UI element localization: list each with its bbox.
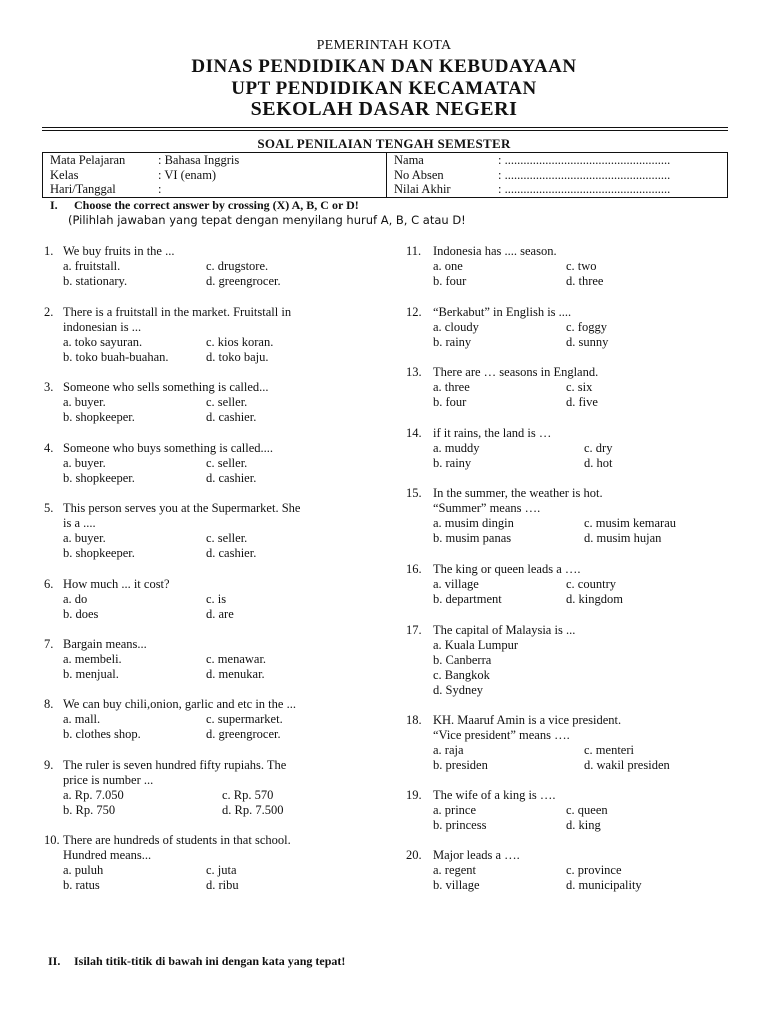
answer-option[interactable]: d. municipality: [566, 878, 642, 892]
option-row: [433, 516, 676, 531]
option-row: [63, 878, 291, 893]
question-4: [44, 441, 274, 486]
answer-option[interactable]: a. prince: [433, 803, 477, 817]
question-10: [44, 833, 291, 893]
answer-option[interactable]: b. princess: [433, 818, 487, 832]
question-stem: We buy fruits in the ...: [63, 244, 175, 258]
answer-option[interactable]: c. queen: [566, 803, 608, 817]
answer-option[interactable]: b. department: [433, 592, 502, 606]
answer-option[interactable]: c. kios koran.: [206, 335, 274, 349]
question-stem: Bargain means...: [63, 637, 147, 651]
answer-option[interactable]: d. kingdom: [566, 592, 623, 606]
question-number: 17.: [406, 623, 422, 637]
question-stem: There is a fruitstall in the market. Fruitstall in: [63, 305, 292, 319]
option-row: [63, 259, 281, 274]
answer-option[interactable]: a. cloudy: [433, 320, 479, 334]
answer-option[interactable]: a. mall.: [63, 712, 101, 726]
answer-option[interactable]: b. clothes shop.: [63, 727, 141, 741]
question-stem: The king or queen leads a ….: [433, 562, 581, 576]
answer-option[interactable]: d. toko baju.: [206, 350, 269, 364]
answer-option[interactable]: b. shopkeeper.: [63, 546, 135, 560]
answer-option[interactable]: b. rainy: [433, 456, 472, 470]
option-row: [63, 592, 234, 607]
option-row: [63, 712, 296, 727]
answer-option[interactable]: d. sunny: [566, 335, 609, 349]
answer-option[interactable]: c. Bangkok: [433, 668, 490, 682]
answer-option[interactable]: d. five: [566, 395, 598, 409]
question-number: 4.: [44, 441, 54, 455]
header-line-1: PEMERINTAH KOTA: [316, 38, 452, 53]
field-nilai-akhir: Nilai Akhir : .....................................................: [394, 182, 671, 196]
answer-option[interactable]: b. village: [433, 878, 480, 892]
answer-option[interactable]: c. two: [566, 259, 597, 273]
option-row: [63, 667, 266, 682]
question-number: 20.: [406, 848, 422, 862]
option-row: [433, 743, 670, 758]
question-stem: Hundred means...: [63, 848, 152, 862]
answer-option[interactable]: c. six: [566, 380, 593, 394]
answer-option[interactable]: d. cashier.: [206, 471, 257, 485]
question-stem: price is number ...: [63, 773, 154, 787]
field-nama: Nama : .....................................................: [394, 153, 671, 167]
answer-option[interactable]: a. do: [63, 592, 88, 606]
option-row: [433, 395, 598, 410]
section-2-instruction: Isilah titik-titik di bawah ini dengan kata yang tepat!: [74, 954, 346, 968]
option-row: [433, 592, 623, 607]
option-row: [63, 456, 273, 471]
question-15: [406, 486, 676, 546]
answer-option[interactable]: b. Rp. 750: [63, 803, 116, 817]
question-stem: Major leads a ….: [433, 848, 520, 862]
answer-option[interactable]: c. is: [206, 592, 227, 606]
header-rule-top: [42, 127, 728, 128]
question-number: 3.: [44, 380, 54, 394]
question-stem: There are … seasons in England.: [433, 365, 599, 379]
question-stem: Someone who buys something is called....: [63, 441, 274, 455]
option-row: [63, 274, 281, 289]
answer-option[interactable]: b. toko buah-buahan.: [63, 350, 169, 364]
option-row: [433, 638, 575, 653]
answer-option[interactable]: a. buyer.: [63, 395, 106, 409]
question-number: 9.: [44, 758, 54, 772]
answer-option[interactable]: c. Rp. 570: [222, 788, 274, 802]
answer-option[interactable]: a. musim dingin: [433, 516, 514, 530]
question-20: [406, 848, 642, 893]
answer-option[interactable]: d. Rp. 7.500: [222, 803, 284, 817]
option-row: [63, 471, 273, 486]
option-row: [433, 577, 623, 592]
option-row: [433, 335, 608, 350]
answer-option[interactable]: d. hot: [584, 456, 613, 470]
question-2: [44, 305, 292, 365]
answer-option[interactable]: a. puluh: [63, 863, 104, 877]
question-stem: KH. Maaruf Amin is a vice president.: [433, 713, 622, 727]
question-1: [44, 244, 281, 289]
answer-option[interactable]: a. regent: [433, 863, 477, 877]
option-row: [433, 758, 670, 773]
question-stem: How much ... it cost?: [63, 577, 170, 591]
question-7: [44, 637, 267, 682]
answer-option[interactable]: a. fruitstall.: [63, 259, 121, 273]
question-stem: Indonesia has .... season.: [433, 244, 557, 258]
question-11: [406, 244, 604, 289]
answer-option[interactable]: d. menukar.: [206, 667, 265, 681]
question-12: [406, 305, 609, 350]
option-row: [63, 788, 286, 803]
question-number: 10.: [44, 833, 60, 847]
option-row: [433, 274, 603, 289]
answer-option[interactable]: a. village: [433, 577, 479, 591]
identity-left-cell: [43, 153, 387, 198]
answer-option[interactable]: b. menjual.: [63, 667, 119, 681]
option-row: [63, 863, 291, 878]
answer-option[interactable]: a. Kuala Lumpur: [433, 638, 519, 652]
question-stem: indonesian is ...: [63, 320, 142, 334]
question-13: [406, 365, 599, 410]
question-number: 6.: [44, 577, 54, 591]
option-row: [433, 863, 642, 878]
section-1-instruction: Choose the correct answer by crossing (X) A, B, C or D!: [74, 198, 359, 212]
question-16: [406, 562, 623, 607]
answer-option[interactable]: d. ribu: [206, 878, 239, 892]
answer-option[interactable]: b. ratus: [63, 878, 100, 892]
answer-option[interactable]: c. foggy: [566, 320, 607, 334]
question-number: 16.: [406, 562, 422, 576]
option-row: [63, 546, 300, 561]
question-6: [44, 577, 234, 622]
option-row: [433, 878, 642, 893]
question-stem: “Summer” means ….: [433, 501, 541, 515]
answer-option[interactable]: c. seller.: [206, 456, 248, 470]
option-row: [63, 410, 269, 425]
answer-option[interactable]: d. cashier.: [206, 410, 257, 424]
question-18: [406, 713, 670, 773]
question-stem: is a ....: [63, 516, 96, 530]
question-5: [44, 501, 301, 561]
question-number: 5.: [44, 501, 54, 515]
question-9: [44, 758, 287, 818]
option-row: [433, 441, 612, 456]
option-row: [63, 531, 300, 546]
question-stem: We can buy chili,onion, garlic and etc in the ...: [63, 697, 296, 711]
option-row: [63, 803, 286, 818]
question-number: 7.: [44, 637, 54, 651]
option-row: [63, 607, 234, 622]
answer-option[interactable]: d. greengrocer.: [206, 274, 281, 288]
identity-right-cell: [387, 153, 728, 198]
question-number: 19.: [406, 788, 422, 802]
field-no-absen: No Absen : .....................................................: [394, 167, 671, 182]
answer-option[interactable]: b. shopkeeper.: [63, 471, 135, 485]
option-row: [433, 380, 598, 395]
option-row: [433, 259, 603, 274]
answer-option[interactable]: c. juta: [206, 863, 237, 877]
option-row: [433, 456, 612, 471]
answer-option[interactable]: c. musim kemarau: [584, 516, 676, 530]
question-stem: This person serves you at the Supermarket. She: [63, 501, 301, 515]
answer-option[interactable]: c. seller.: [206, 395, 248, 409]
answer-option[interactable]: b. presiden: [433, 758, 488, 772]
option-row: [433, 668, 575, 683]
option-row: [433, 803, 608, 818]
option-row: [63, 727, 296, 742]
field-mata-pelajaran: Mata Pelajaran : Bahasa Inggris: [50, 153, 240, 167]
answer-option[interactable]: c. drugstore.: [206, 259, 269, 273]
question-stem: There are hundreds of students in that school.: [63, 833, 291, 847]
question-stem: The wife of a king is ….: [433, 788, 556, 802]
option-row: [433, 320, 608, 335]
header-line-4: SEKOLAH DASAR NEGERI: [250, 98, 518, 120]
option-row: [63, 395, 269, 410]
question-14: [406, 426, 613, 471]
answer-option[interactable]: a. one: [433, 259, 463, 273]
answer-option[interactable]: a. buyer.: [63, 456, 106, 470]
question-number: 8.: [44, 697, 54, 711]
question-stem: if it rains, the land is …: [433, 426, 552, 440]
answer-option[interactable]: b. musim panas: [433, 531, 512, 545]
question-stem: The ruler is seven hundred fifty rupiahs. The: [63, 758, 287, 772]
question-stem: The capital of Malaysia is ...: [433, 623, 576, 637]
answer-option[interactable]: c. dry: [584, 441, 613, 455]
answer-option[interactable]: b. stationary.: [63, 274, 128, 288]
question-number: 11.: [406, 244, 422, 258]
option-row: [433, 683, 575, 698]
answer-option[interactable]: b. rainy: [433, 335, 472, 349]
question-number: 14.: [406, 426, 422, 440]
section-1-instruction-id: (Pilihlah jawaban yang tepat dengan menyilang huruf A, B, C atau D!: [68, 213, 466, 227]
question-stem: In the summer, the weather is hot.: [433, 486, 603, 500]
answer-option[interactable]: b. shopkeeper.: [63, 410, 135, 424]
question-stem: “Vice president” means ….: [433, 728, 570, 742]
exam-title: SOAL PENILAIAN TENGAH SEMESTER: [257, 136, 511, 151]
answer-option[interactable]: b. Canberra: [433, 653, 492, 667]
option-row: [433, 818, 608, 833]
question-stem: “Berkabut” in English is ....: [433, 305, 572, 319]
answer-option[interactable]: a. raja: [433, 743, 464, 757]
header-line-3: UPT PENDIDIKAN KECAMATAN: [231, 78, 537, 99]
question-19: [406, 788, 608, 833]
answer-option[interactable]: c. supermarket.: [206, 712, 283, 726]
answer-option[interactable]: b. does: [63, 607, 99, 621]
question-stem: Someone who sells something is called...: [63, 380, 269, 394]
answer-option[interactable]: d. Sydney: [433, 683, 483, 697]
answer-option[interactable]: b. four: [433, 395, 467, 409]
answer-option[interactable]: a. buyer.: [63, 531, 106, 545]
question-number: 15.: [406, 486, 422, 500]
answer-option[interactable]: a. toko sayuran.: [63, 335, 143, 349]
answer-option[interactable]: a. three: [433, 380, 470, 394]
option-row: [63, 335, 291, 350]
option-row: [433, 653, 575, 668]
header-line-2: DINAS PENDIDIKAN DAN KEBUDAYAAN: [191, 56, 577, 77]
answer-option[interactable]: a. membeli.: [63, 652, 122, 666]
field-hari-tanggal: Hari/Tanggal :: [50, 182, 162, 196]
section-1-numeral: I.: [50, 198, 58, 212]
question-number: 1.: [44, 244, 54, 258]
question-number: 13.: [406, 365, 422, 379]
answer-option[interactable]: a. muddy: [433, 441, 480, 455]
answer-option[interactable]: c. country: [566, 577, 616, 591]
option-row: [63, 350, 291, 365]
question-8: [44, 697, 296, 742]
header-rule-bottom: [42, 130, 728, 131]
answer-option[interactable]: d. greengrocer.: [206, 727, 281, 741]
answer-option[interactable]: c. menawar.: [206, 652, 267, 666]
question-17: [406, 623, 576, 698]
identity-table: [42, 152, 728, 198]
field-kelas: Kelas : VI (enam): [50, 167, 217, 182]
question-number: 2.: [44, 305, 54, 319]
answer-option[interactable]: c. seller.: [206, 531, 248, 545]
answer-option[interactable]: b. four: [433, 274, 467, 288]
answer-option[interactable]: a. Rp. 7.050: [63, 788, 124, 802]
answer-option[interactable]: c. province: [566, 863, 622, 877]
answer-option[interactable]: d. wakil presiden: [584, 758, 670, 772]
question-number: 12.: [406, 305, 422, 319]
answer-option[interactable]: d. are: [206, 607, 234, 621]
option-row: [63, 652, 266, 667]
answer-option[interactable]: d. cashier.: [206, 546, 257, 560]
option-row: [433, 531, 676, 546]
section-2-numeral: II.: [48, 954, 61, 968]
answer-option[interactable]: d. musim hujan: [584, 531, 662, 545]
answer-option[interactable]: d. three: [566, 274, 604, 288]
answer-option[interactable]: d. king: [566, 818, 601, 832]
question-number: 18.: [406, 713, 422, 727]
answer-option[interactable]: c. menteri: [584, 743, 634, 757]
question-3: [44, 380, 269, 425]
